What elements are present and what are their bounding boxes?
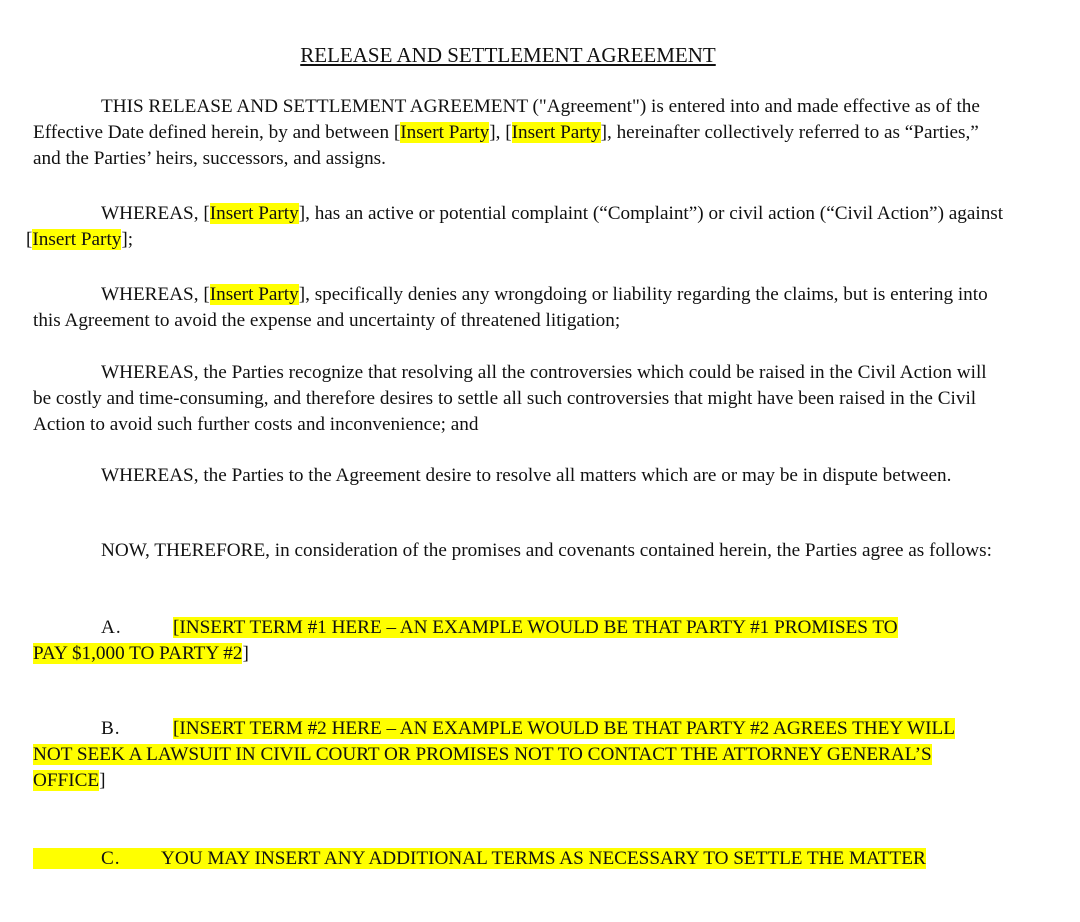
term-a-label: A. xyxy=(101,617,122,638)
whereas3-text: WHEREAS, the Parties recognize that resolving all the controversies which could be raised in the Civil Action will be costly and time-consuming, and therefore desires to settle all such controversies that might have been raised in the Civil Action to avoid such further costs and inconvenience; and xyxy=(33,362,987,435)
term-a-close-bracket: ] xyxy=(242,643,249,664)
term-c-label: C. xyxy=(101,848,121,869)
party-placeholder-2: Insert Party xyxy=(511,122,601,143)
term-c-text: YOU MAY INSERT ANY ADDITIONAL TERMS AS NECESSARY TO SETTLE THE MATTER xyxy=(161,848,926,869)
term-b-label: B. xyxy=(101,718,121,739)
whereas4-text: WHEREAS, the Parties to the Agreement desire to resolve all matters which are or may be in dispute between. xyxy=(101,465,952,486)
term-b-close-bracket: ] xyxy=(99,770,106,791)
party-placeholder-1: Insert Party xyxy=(400,122,490,143)
term-b-text: [INSERT TERM #2 HERE – AN EXAMPLE WOULD BE THAT PARTY #2 AGREES THEY WILL NOT SEEK A LAWSUIT IN CIVIL COURT OR PROMISES NOT TO CONTACT THE ATTORNEY GENERAL’S OFFICE xyxy=(33,718,955,791)
intro-text-3: ], hereinafter collectively referred to as “Parties,” and the Parties’ heirs, successors, and assigns. xyxy=(33,122,979,169)
term-a xyxy=(33,615,933,667)
whereas-paragraph-3 xyxy=(33,360,1008,438)
term-c xyxy=(33,846,963,872)
whereas-paragraph-2 xyxy=(33,282,1008,334)
intro-text-2: ], [ xyxy=(489,122,512,143)
party-placeholder-4: Insert Party xyxy=(32,229,122,250)
whereas1-text-3: ]; xyxy=(121,229,134,250)
term-b xyxy=(33,716,958,794)
whereas-paragraph-4 xyxy=(33,463,1008,489)
whereas1-text-2: ], has an active or potential complaint (“Complaint”) or civil action (“Civil Action”) against [ xyxy=(26,203,1004,250)
intro-paragraph xyxy=(33,94,1008,172)
whereas2-text-1: WHEREAS, [ xyxy=(101,284,210,305)
intro-text-1: THIS RELEASE AND SETTLEMENT AGREEMENT ("Agreement") is entered into and made effective as of the Effective Date defined herein, by and between [ xyxy=(33,96,980,143)
now-therefore-paragraph xyxy=(33,538,1008,564)
whereas-paragraph-1 xyxy=(26,201,1008,253)
party-placeholder-5: Insert Party xyxy=(209,284,299,305)
document-title: RELEASE AND SETTLEMENT AGREEMENT xyxy=(300,43,716,67)
now-therefore-text: NOW, THEREFORE, in consideration of the promises and covenants contained herein, the Parties agree as follows: xyxy=(101,540,992,561)
whereas2-text-2: ], specifically denies any wrongdoing or liability regarding the claims, but is entering into this Agreement to avoid the expense and uncertainty of threatened litigation; xyxy=(33,284,988,331)
term-a-text: [INSERT TERM #1 HERE – AN EXAMPLE WOULD BE THAT PARTY #1 PROMISES TO PAY $1,000 TO PARTY #2 xyxy=(33,617,898,664)
party-placeholder-3: Insert Party xyxy=(209,203,299,224)
whereas1-text-1: WHEREAS, [ xyxy=(101,203,210,224)
